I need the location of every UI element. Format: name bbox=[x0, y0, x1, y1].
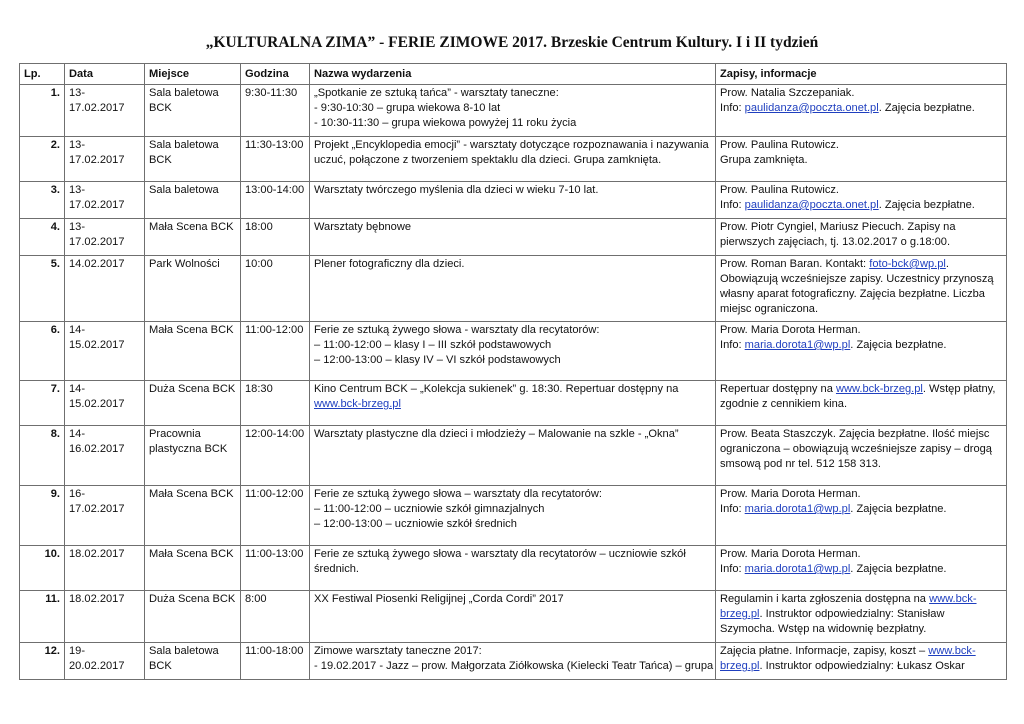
event-line: – 11:00-12:00 – uczniowie szkół gimnazjalnych bbox=[314, 502, 545, 515]
row-place: Sala baletowa bbox=[145, 182, 241, 219]
table-row bbox=[20, 85, 1007, 137]
info-text: Prow. Beata Staszczyk. Zajęcia bezpłatne. Ilość miejsc ograniczona – obowiązują wcześniejsze zapisy – drogą smsową pod nr tel. 512 158 313. bbox=[720, 428, 992, 470]
row-info bbox=[716, 546, 1007, 591]
info-suffix: . Obowiązują wcześniejsze zapisy. Uczestnicy przynoszą własny aparat fotograficzny. Zajęcia bezpłatne. Liczba miejsc ograniczona. bbox=[720, 258, 994, 315]
website-link[interactable]: www.bck-brzeg.pl bbox=[835, 383, 923, 395]
row-place: Duża Scena BCK bbox=[145, 591, 241, 643]
row-date: 14-15.02.2017 bbox=[65, 322, 145, 381]
row-event-name bbox=[310, 219, 716, 256]
row-place: Park Wolności bbox=[145, 256, 241, 322]
event-line: – 11:00-12:00 – klasy I – III szkół podstawowych bbox=[314, 338, 552, 351]
row-number: 9. bbox=[20, 486, 65, 546]
website-link[interactable]: www.bck-brzeg.pl bbox=[720, 593, 977, 620]
table-row bbox=[20, 643, 1007, 680]
info-suffix: . Instruktor odpowiedzialny: Stanisław Szymocha. Wstęp na widownię bezpłatny. bbox=[720, 607, 945, 635]
email-link[interactable]: maria.dorota1@wp.pl bbox=[744, 502, 851, 515]
event-line: - 19.02.2017 - Jazz – prow. Małgorzata Ziółkowska (Kielecki Teatr Tańca) – grupa bbox=[314, 659, 714, 672]
info-line: Grupa zamknięta. bbox=[720, 153, 808, 166]
row-place: Pracownia plastyczna BCK bbox=[145, 426, 241, 486]
row-date: 18.02.2017 bbox=[65, 546, 145, 591]
row-date: 16-17.02.2017 bbox=[65, 486, 145, 546]
table-row bbox=[20, 182, 1007, 219]
row-number: 4. bbox=[20, 219, 65, 256]
row-event-name bbox=[310, 546, 716, 591]
table-row bbox=[20, 381, 1007, 426]
info-suffix: . Zajęcia bezpłatne. bbox=[878, 101, 975, 114]
row-number: 7. bbox=[20, 381, 65, 426]
row-event-name bbox=[310, 643, 716, 680]
table-row bbox=[20, 137, 1007, 182]
info-prefix: Prow. Roman Baran. Kontakt: bbox=[720, 258, 870, 270]
row-number: 3. bbox=[20, 182, 65, 219]
row-place: Mała Scena BCK bbox=[145, 219, 241, 256]
info-prefix: Info: bbox=[720, 101, 745, 114]
info-suffix: . Zajęcia bezpłatne. bbox=[878, 198, 975, 211]
row-time: 11:00-18:00 bbox=[241, 643, 310, 680]
event-line: Warsztaty twórczego myślenia dla dzieci w wieku 7-10 lat. bbox=[314, 184, 599, 196]
schedule-table bbox=[19, 63, 1007, 680]
info-prefix: Regulamin i karta zgłoszenia dostępna na bbox=[720, 593, 930, 605]
event-line: - 10:30-11:30 – grupa wiekowa powyżej 11 roku życia bbox=[314, 116, 577, 129]
info-prefix: Info: bbox=[720, 338, 745, 351]
info-suffix: . Zajęcia bezpłatne. bbox=[850, 338, 947, 351]
info-suffix: . Zajęcia bezpłatne. bbox=[850, 562, 947, 575]
row-date: 13-17.02.2017 bbox=[65, 137, 145, 182]
email-link[interactable]: paulidanza@poczta.onet.pl bbox=[744, 101, 879, 114]
row-date: 13-17.02.2017 bbox=[65, 85, 145, 137]
row-time: 11:00-12:00 bbox=[241, 322, 310, 381]
row-time: 18:00 bbox=[241, 219, 310, 256]
row-event-name bbox=[310, 256, 716, 322]
event-line: – 12:00-13:00 – uczniowie szkół średnich bbox=[314, 517, 517, 530]
info-suffix: . Instruktor odpowiedzialny: Łukasz Oskar bbox=[759, 659, 965, 672]
column-header-place: Miejsce bbox=[145, 64, 241, 85]
row-time: 11:00-12:00 bbox=[241, 486, 310, 546]
event-line: - 9:30-10:30 – grupa wiekowa 8-10 lat bbox=[314, 101, 501, 114]
row-time: 11:30-13:00 bbox=[241, 137, 310, 182]
event-line: średnich. bbox=[314, 562, 360, 575]
row-date: 19-20.02.2017 bbox=[65, 643, 145, 680]
row-place: Mała Scena BCK bbox=[145, 322, 241, 381]
row-number: 8. bbox=[20, 426, 65, 486]
event-line: Warsztaty bębnowe bbox=[314, 221, 412, 233]
table-row bbox=[20, 591, 1007, 643]
row-time: 11:00-13:00 bbox=[241, 546, 310, 591]
row-time: 9:30-11:30 bbox=[241, 85, 310, 137]
event-line: Ferie ze sztuką żywego słowa – warsztaty dla recytatorów: bbox=[314, 488, 602, 500]
event-line: Ferie ze sztuką żywego słowa - warsztaty dla recytatorów: bbox=[314, 324, 600, 336]
event-line: Warsztaty plastyczne dla dzieci i młodzieży – Malowanie na szkle - „Okna” bbox=[314, 428, 679, 440]
table-row bbox=[20, 486, 1007, 546]
table-row bbox=[20, 426, 1007, 486]
event-line: Ferie ze sztuką żywego słowa - warsztaty dla recytatorów – uczniowie szkół bbox=[314, 548, 686, 560]
table-row bbox=[20, 219, 1007, 256]
row-event-name bbox=[310, 322, 716, 381]
row-number: 11. bbox=[20, 591, 65, 643]
info-line: Prow. Maria Dorota Herman. bbox=[720, 324, 861, 336]
info-prefix: Info: bbox=[720, 198, 745, 211]
info-line: Prow. Maria Dorota Herman. bbox=[720, 548, 861, 560]
row-date: 14.02.2017 bbox=[65, 256, 145, 322]
row-date: 14-15.02.2017 bbox=[65, 381, 145, 426]
row-event-name bbox=[310, 381, 716, 426]
row-info bbox=[716, 426, 1007, 486]
row-date: 18.02.2017 bbox=[65, 591, 145, 643]
row-info bbox=[716, 256, 1007, 322]
row-time: 12:00-14:00 bbox=[241, 426, 310, 486]
row-info bbox=[716, 85, 1007, 137]
row-info bbox=[716, 486, 1007, 546]
table-header-row bbox=[20, 64, 1007, 85]
event-line: Kino Centrum BCK – „Kolekcja sukienek” g. 18:30. Repertuar dostępny na bbox=[314, 383, 679, 395]
row-event-name bbox=[310, 137, 716, 182]
row-info bbox=[716, 219, 1007, 256]
email-link[interactable]: maria.dorota1@wp.pl bbox=[744, 562, 851, 575]
column-header-info: Zapisy, informacje bbox=[716, 64, 1007, 85]
row-info bbox=[716, 182, 1007, 219]
row-date: 14-16.02.2017 bbox=[65, 426, 145, 486]
row-place: Sala baletowa BCK bbox=[145, 643, 241, 680]
row-info bbox=[716, 643, 1007, 680]
row-number: 12. bbox=[20, 643, 65, 680]
column-header-lp: Lp. bbox=[20, 64, 65, 85]
event-line: – 12:00-13:00 – klasy IV – VI szkół podstawowych bbox=[314, 353, 561, 366]
event-line: Zimowe warsztaty taneczne 2017: bbox=[314, 645, 482, 657]
info-line: Prow. Paulina Rutowicz. bbox=[720, 184, 840, 196]
email-link[interactable]: paulidanza@poczta.onet.pl bbox=[744, 198, 879, 211]
row-number: 2. bbox=[20, 137, 65, 182]
page-title: „KULTURALNA ZIMA” - FERIE ZIMOWE 2017. Brzeskie Centrum Kultury. I i II tydzień bbox=[205, 34, 819, 51]
row-info bbox=[716, 137, 1007, 182]
event-line: uczuć, połączone z tworzeniem spektaklu dla dzieci. Grupa zamknięta. bbox=[314, 153, 662, 166]
info-suffix: . Zajęcia bezpłatne. bbox=[850, 502, 947, 515]
row-place: Sala baletowa BCK bbox=[145, 137, 241, 182]
info-line: Prow. Maria Dorota Herman. bbox=[720, 488, 861, 500]
table-row bbox=[20, 256, 1007, 322]
row-number: 6. bbox=[20, 322, 65, 381]
event-line: Projekt „Encyklopedia emocji” - warsztaty dotyczące rozpoznawania i nazywania bbox=[314, 139, 709, 151]
row-place: Sala baletowa BCK bbox=[145, 85, 241, 137]
email-link[interactable]: foto-bck@wp.pl bbox=[869, 258, 946, 270]
event-line: „Spotkanie ze sztuką tańca” - warsztaty taneczne: bbox=[314, 87, 559, 99]
info-prefix: Info: bbox=[720, 502, 745, 515]
info-prefix: Repertuar dostępny na bbox=[720, 383, 836, 395]
row-time: 13:00-14:00 bbox=[241, 182, 310, 219]
row-time: 10:00 bbox=[241, 256, 310, 322]
row-info bbox=[716, 322, 1007, 381]
row-info bbox=[716, 591, 1007, 643]
row-event-name bbox=[310, 591, 716, 643]
table-row bbox=[20, 322, 1007, 381]
row-number: 10. bbox=[20, 546, 65, 591]
info-prefix: Zajęcia płatne. Informacje, zapisy, koszt – bbox=[720, 645, 929, 657]
row-number: 1. bbox=[20, 85, 65, 137]
info-text: Prow. Piotr Cyngiel, Mariusz Piecuch. Zapisy na pierwszych zajęciach, tj. 13.02.2017 o g.18:00. bbox=[720, 221, 956, 248]
email-link[interactable]: maria.dorota1@wp.pl bbox=[744, 338, 851, 351]
row-time: 8:00 bbox=[241, 591, 310, 643]
row-place: Duża Scena BCK bbox=[145, 381, 241, 426]
row-date: 13-17.02.2017 bbox=[65, 182, 145, 219]
column-header-event-name: Nazwa wydarzenia bbox=[310, 64, 716, 85]
row-number: 5. bbox=[20, 256, 65, 322]
row-event-name bbox=[310, 486, 716, 546]
row-event-name bbox=[310, 182, 716, 219]
info-line: Prow. Paulina Rutowicz. bbox=[720, 139, 840, 151]
event-line: Plener fotograficzny dla dzieci. bbox=[314, 258, 465, 270]
table-row bbox=[20, 546, 1007, 591]
event-line: XX Festiwal Piosenki Religijnej „Corda Cordi” 2017 bbox=[314, 593, 564, 605]
info-suffix: . Wstęp płatny, zgodnie z cennikiem kina. bbox=[720, 383, 996, 410]
website-link[interactable]: www.bck-brzeg.pl bbox=[720, 645, 976, 672]
row-event-name bbox=[310, 426, 716, 486]
website-link[interactable]: www.bck-brzeg.pl bbox=[314, 397, 401, 410]
row-place: Mała Scena BCK bbox=[145, 486, 241, 546]
column-header-date: Data bbox=[65, 64, 145, 85]
row-event-name bbox=[310, 85, 716, 137]
info-prefix: Info: bbox=[720, 562, 745, 575]
row-time: 18:30 bbox=[241, 381, 310, 426]
column-header-time: Godzina bbox=[241, 64, 310, 85]
row-info bbox=[716, 381, 1007, 426]
row-place: Mała Scena BCK bbox=[145, 546, 241, 591]
info-line: Prow. Natalia Szczepaniak. bbox=[720, 87, 855, 99]
row-date: 13-17.02.2017 bbox=[65, 219, 145, 256]
